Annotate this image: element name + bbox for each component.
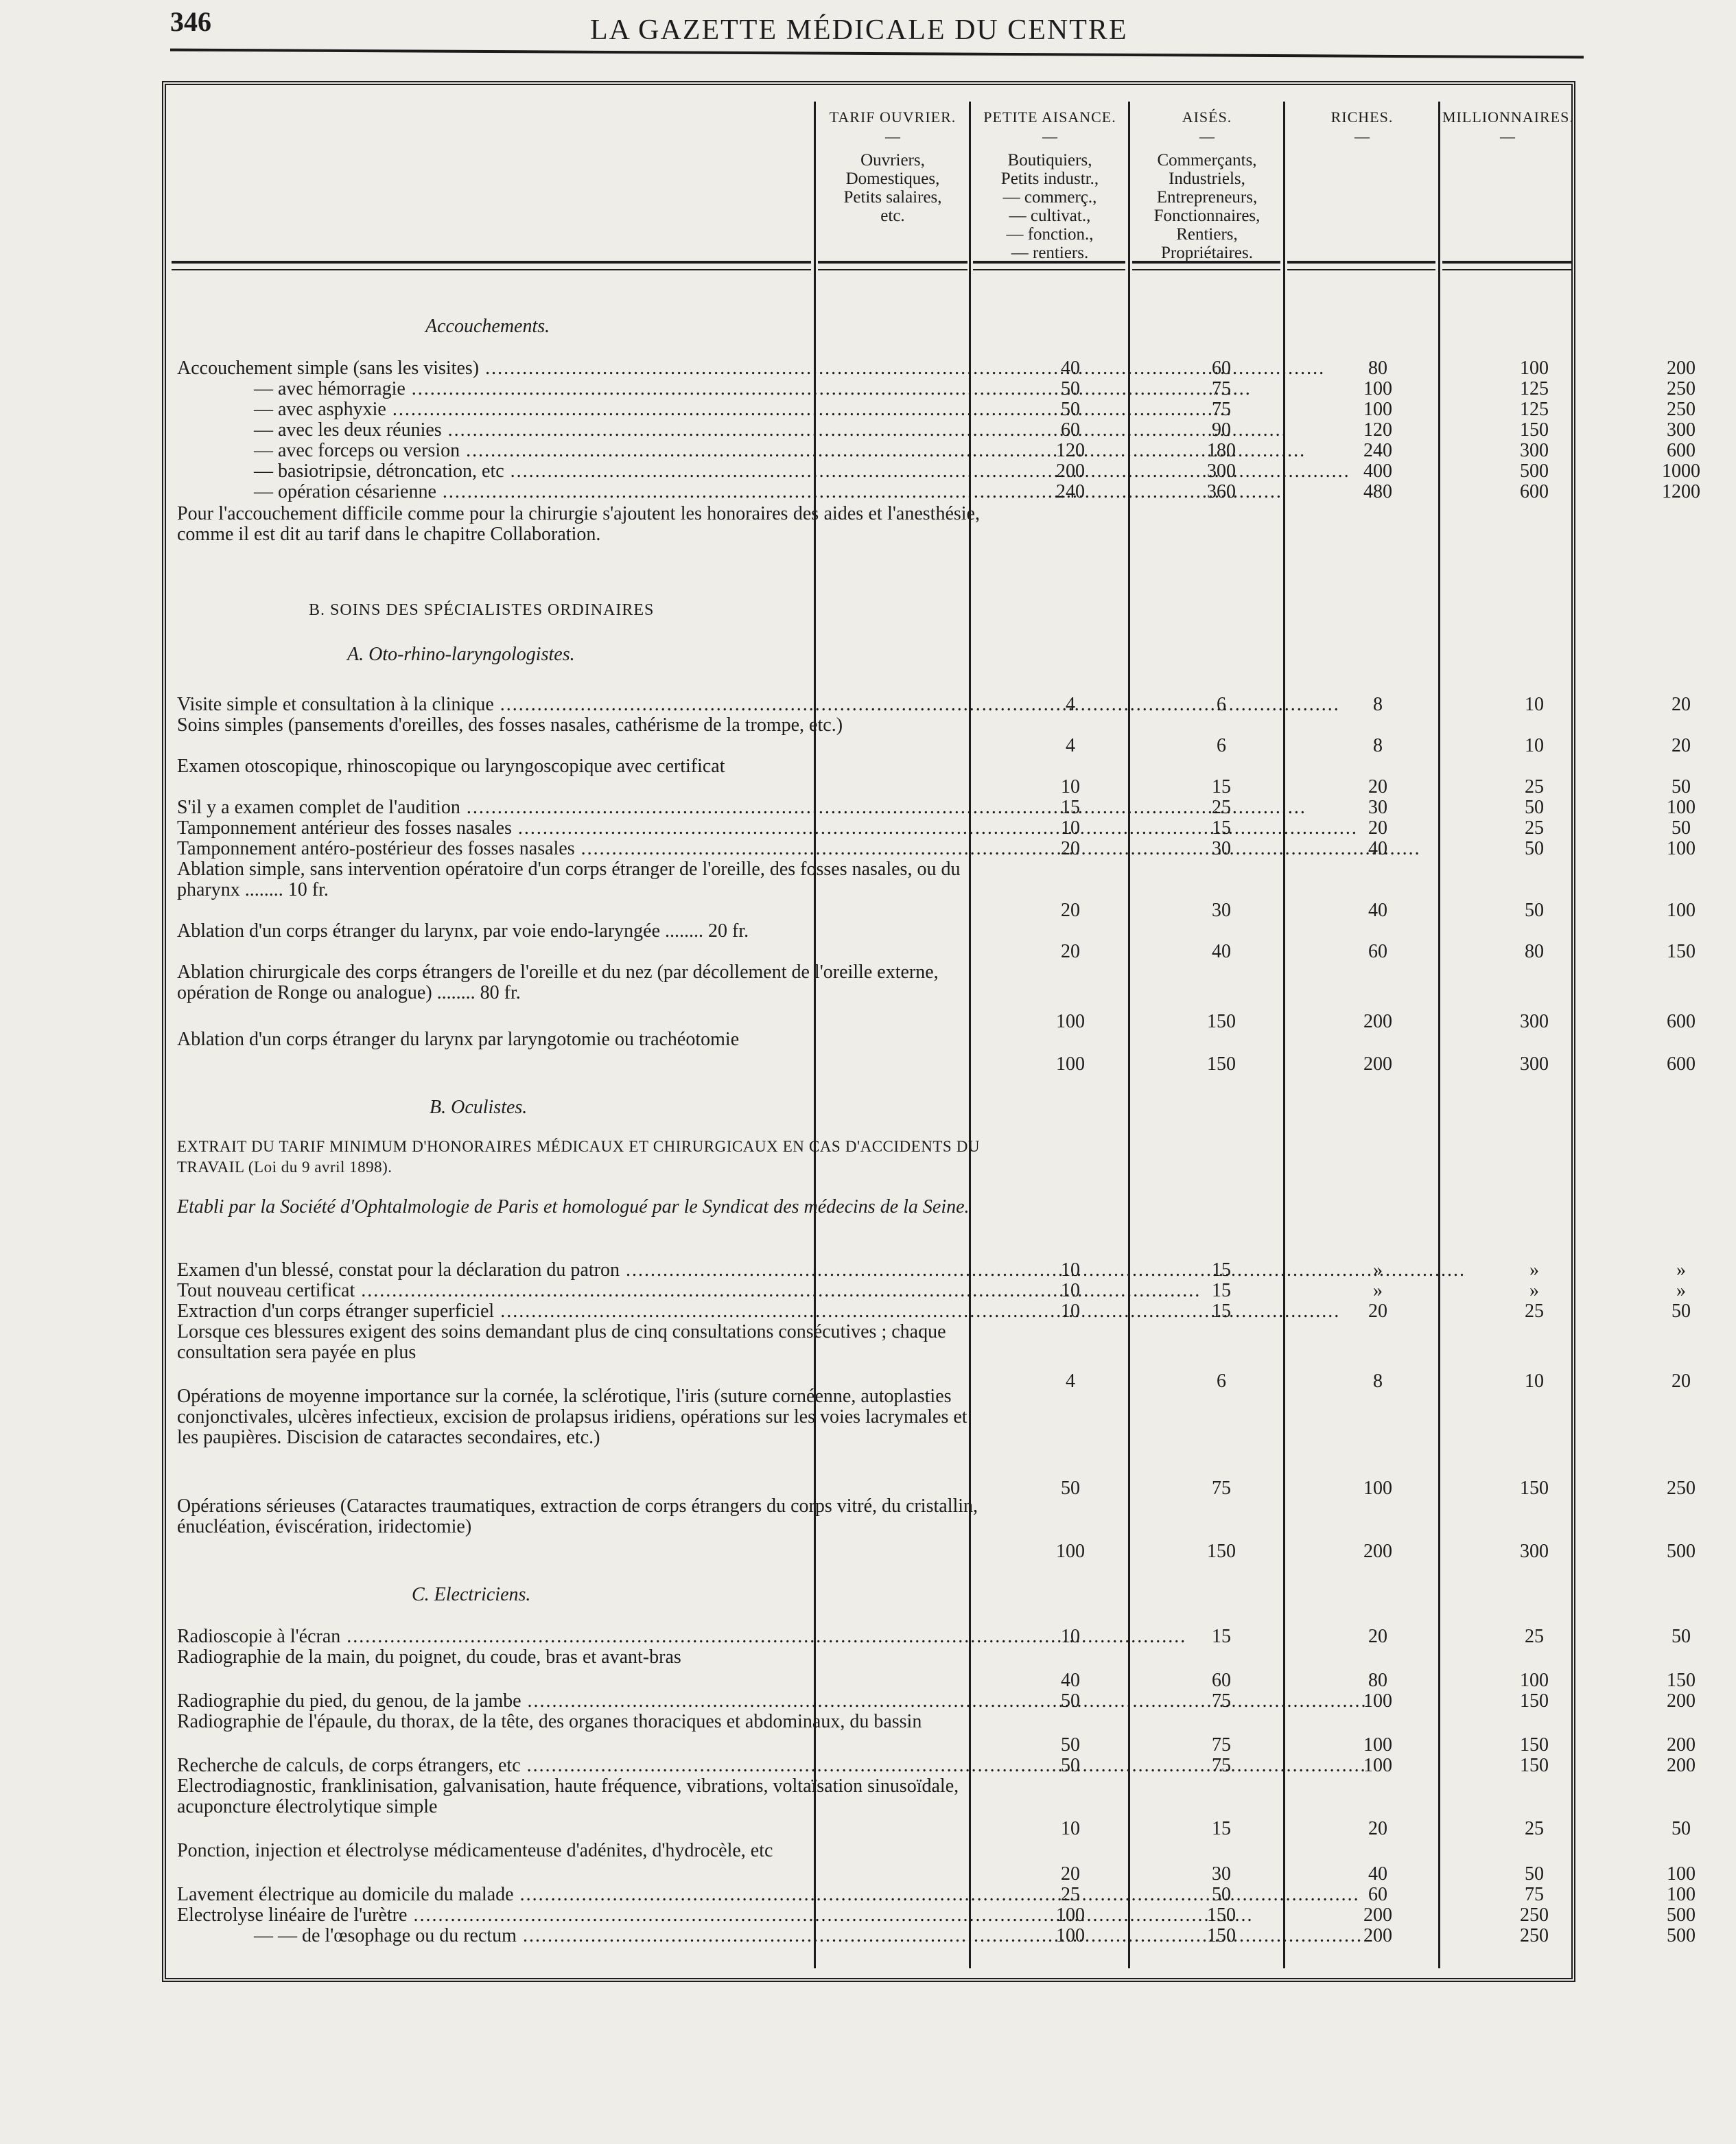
cell-petite-aisance: 30 [1212,1863,1231,1885]
cell-aises: 8 [1373,735,1383,756]
table-row [172,1904,1696,1926]
row-label: Examen d'un blessé, constat pour la déclaration du patron ..... [177,1260,980,1281]
cell-tarif-ouvrier: 25 [1061,1884,1080,1905]
table-row [172,1755,1696,1776]
etabli-par-note: Etabli par la Société d'Ophtalmologie de Paris et homologué par le Syndicat des médecins de la Seine. [177,1196,970,1217]
table-row [172,378,1696,399]
column-description: Boutiquiers, Petits industr., — commerç., — cultivat., — fonction., — rentiers. [1000,151,1099,262]
row-label: Lavement électrique au domicile du malade ..... [177,1885,980,1905]
section-title-oto: A. Oto-rhino-laryngologistes. [347,644,575,665]
cell-petite-aisance: 75 [1212,1478,1231,1499]
cell-tarif-ouvrier: 100 [1056,1925,1085,1946]
cell-riches: 10 [1525,1371,1544,1392]
cell-aises: 8 [1373,694,1383,715]
cell-riches: » [1529,1259,1539,1281]
cell-riches: 10 [1525,694,1544,715]
cell-aises: 40 [1368,900,1387,921]
cell-aises: 240 [1363,440,1392,461]
row-label: Lorsque ces blessures exigent des soins demandant plus de cinq consultations consécutives ; chaque consultation sera payée en plus [177,1321,946,1363]
cell-tarif-ouvrier: 40 [1061,358,1080,379]
cell-millionnaires: 150 [1667,941,1696,962]
cell-millionnaires: 20 [1672,694,1691,715]
column-title: AISÉS. [1182,108,1232,126]
cell-tarif-ouvrier: 10 [1061,1626,1080,1647]
cell-petite-aisance: 6 [1217,735,1226,756]
cell-aises: 200 [1363,1011,1392,1032]
cell-aises: » [1373,1259,1383,1281]
table-row [172,694,1691,715]
cell-aises: 60 [1368,1884,1387,1905]
cell-aises: 80 [1368,1670,1387,1691]
section-title-specialistes: B. SOINS DES SPÉCIALISTES ORDINAIRES [309,601,655,619]
column-title: RICHES. [1330,108,1394,126]
cell-tarif-ouvrier: 10 [1061,776,1080,797]
row-label: Opérations de moyenne importance sur la cornée, la sclérotique, l'iris (suture cornéenne, autoplasties conjonctivales, ulcères infectieux, excision de prolapsus iridiens, opérations sur les voies lacrymales et les paupières. Discision de cataractes secondaires, etc.) [177,1386,967,1448]
cell-millionnaires: 20 [1672,1371,1691,1392]
column-header-aises [1132,108,1282,262]
cell-tarif-ouvrier: 50 [1061,378,1080,399]
cell-petite-aisance: 50 [1212,1884,1231,1905]
row-label: Ablation simple, sans intervention opératoire d'un corps étranger de l'oreille, des fosses nasales, ou du pharynx ........ 10 fr. [177,859,961,900]
cell-riches: 25 [1525,1301,1544,1322]
cell-riches: 100 [1520,358,1549,379]
cell-aises: 200 [1363,1904,1392,1926]
column-title: PETITE AISANCE. [983,108,1116,126]
cell-riches: 50 [1525,797,1544,818]
cell-millionnaires: 1200 [1662,481,1700,502]
cell-millionnaires: 500 [1667,1904,1696,1926]
table-row [172,1386,1696,1499]
cell-riches: 25 [1525,817,1544,839]
cell-millionnaires: 600 [1667,1053,1696,1075]
cell-riches: 125 [1520,399,1549,420]
cell-petite-aisance: 15 [1212,1818,1231,1839]
row-label: Accouchement simple (sans les visites) ..... [177,358,980,379]
cell-riches: 50 [1525,1863,1544,1885]
row-label: — avec asphyxie ..... [254,399,981,420]
cell-millionnaires: 200 [1667,1755,1696,1776]
cell-aises: 60 [1368,941,1387,962]
row-label: Opérations sérieuses (Cataractes traumatiques, extraction de corps étrangers du corps vitré, du cristallin, énucléation, éviscération, iridectomie) [177,1495,978,1537]
cell-riches: 50 [1525,900,1544,921]
cell-petite-aisance: 360 [1207,481,1236,502]
table-row [172,1840,1696,1885]
cell-petite-aisance: 150 [1207,1541,1236,1562]
note-accouchement-difficile: Pour l'accouchement difficile comme pour la chirurgie s'ajoutent les honoraires des aides et l'anesthésie, comme il est dit au tarif dans le chapitre Collaboration. [177,503,980,545]
cell-petite-aisance: 15 [1212,1259,1231,1281]
cell-millionnaires: 100 [1667,1863,1696,1885]
cell-petite-aisance: 60 [1212,1670,1231,1691]
cell-aises: 20 [1368,776,1387,797]
cell-millionnaires: 50 [1672,1626,1691,1647]
cell-millionnaires: 200 [1667,1690,1696,1712]
cell-millionnaires: 100 [1667,900,1696,921]
cell-tarif-ouvrier: 10 [1061,1301,1080,1322]
table-row [172,797,1696,818]
row-label: Extraction d'un corps étranger superficiel ..... [177,1301,980,1322]
cell-petite-aisance: 30 [1212,838,1231,859]
cell-millionnaires: » [1676,1280,1686,1301]
cell-tarif-ouvrier: 50 [1061,1755,1080,1776]
table-row [172,756,1691,797]
cell-tarif-ouvrier: 4 [1066,1371,1075,1392]
column-header-petite-aisance [973,108,1127,262]
cell-petite-aisance: 150 [1207,1053,1236,1075]
cell-riches: 150 [1520,1690,1549,1712]
row-label: Soins simples (pansements d'oreilles, des fosses nasales, cathérisme de la trompe, etc.) [177,714,843,736]
cell-tarif-ouvrier: 50 [1061,1478,1080,1499]
column-dash: — [1354,128,1370,145]
cell-tarif-ouvrier: 10 [1061,1259,1080,1281]
cell-aises: 100 [1363,399,1392,420]
table-row [172,1626,1691,1647]
cell-millionnaires: 100 [1667,1884,1696,1905]
row-label: Tamponnement antéro-postérieur des fosses nasales ..... [177,839,980,859]
row-label: Ablation d'un corps étranger du larynx par laryngotomie ou trachéotomie [177,1029,740,1050]
cell-tarif-ouvrier: 200 [1056,461,1085,482]
cell-tarif-ouvrier: 100 [1056,1053,1085,1075]
header-double-rule [973,261,1125,270]
column-title: MILLIONNAIRES. [1442,108,1574,126]
cell-aises: 100 [1363,1734,1392,1756]
cell-millionnaires: 50 [1672,1301,1691,1322]
cell-petite-aisance: 180 [1207,440,1236,461]
cell-tarif-ouvrier: 240 [1056,481,1085,502]
cell-riches: » [1529,1280,1539,1301]
row-label: — — de l'œsophage ou du rectum ..... [254,1926,981,1946]
page-header [0,0,1591,62]
cell-tarif-ouvrier: 10 [1061,1818,1080,1839]
cell-millionnaires: 50 [1672,776,1691,797]
table-row [172,461,1700,482]
cell-tarif-ouvrier: 10 [1061,1280,1080,1301]
cell-millionnaires: 600 [1667,1011,1696,1032]
cell-riches: 150 [1520,419,1549,441]
cell-petite-aisance: 15 [1212,817,1231,839]
cell-petite-aisance: 75 [1212,399,1231,420]
cell-riches: 300 [1520,1541,1549,1562]
table-row [172,1321,1691,1392]
cell-millionnaires: 500 [1667,1925,1696,1946]
header-double-rule [1132,261,1280,270]
row-label: Radiographie du pied, du genou, de la jambe ..... [177,1691,980,1712]
row-label: Radioscopie à l'écran ..... [177,1627,980,1647]
column-header-millionnaires [1442,108,1573,151]
cell-millionnaires: 300 [1667,419,1696,441]
cell-petite-aisance: 6 [1217,1371,1226,1392]
table-row [172,714,1691,756]
row-label: S'il y a examen complet de l'audition ..... [177,797,980,818]
cell-petite-aisance: 40 [1212,941,1231,962]
row-label: Examen otoscopique, rhinoscopique ou laryngoscopique avec certificat [177,756,725,777]
cell-millionnaires: 200 [1667,1734,1696,1756]
cell-tarif-ouvrier: 100 [1056,1011,1085,1032]
row-label: Ablation d'un corps étranger du larynx, par voie endo-laryngée ........ 20 fr. [177,920,749,942]
table-row [172,481,1700,502]
cell-petite-aisance: 60 [1212,358,1231,379]
cell-tarif-ouvrier: 20 [1061,1863,1080,1885]
column-header-riches [1287,108,1437,151]
cell-millionnaires: 250 [1667,378,1696,399]
table-row [172,1690,1696,1712]
table-row [172,1775,1691,1839]
page-number: 346 [170,6,211,37]
cell-riches: 300 [1520,1011,1549,1032]
column-dash: — [1042,128,1057,145]
header-double-rule [172,261,811,270]
cell-millionnaires: » [1676,1259,1686,1281]
row-label: Electrodiagnostic, franklinisation, galvanisation, haute fréquence, vibrations, voltaïsation sinusoïdale, acuponcture électrolytique simple [177,1775,959,1817]
cell-riches: 125 [1520,378,1549,399]
table-row [172,1280,1686,1301]
cell-millionnaires: 500 [1667,1541,1696,1562]
cell-millionnaires: 100 [1667,797,1696,818]
row-label: Recherche de calculs, de corps étrangers, etc ..... [177,1756,980,1776]
cell-riches: 300 [1520,1053,1549,1075]
cell-aises: 20 [1368,1626,1387,1647]
section-title-accouchements: Accouchements. [425,316,550,337]
table-row [172,1925,1696,1946]
cell-tarif-ouvrier: 50 [1061,1690,1080,1712]
section-title-oculistes: B. Oculistes. [430,1097,528,1118]
header-double-rule [1287,261,1435,270]
column-dash: — [885,128,900,145]
cell-aises: 30 [1368,797,1387,818]
cell-millionnaires: 200 [1667,358,1696,379]
cell-tarif-ouvrier: 20 [1061,900,1080,921]
cell-petite-aisance: 75 [1212,1755,1231,1776]
cell-riches: 25 [1525,1626,1544,1647]
cell-petite-aisance: 15 [1212,776,1231,797]
cell-aises: 200 [1363,1541,1392,1562]
cell-riches: 250 [1520,1904,1549,1926]
table-row [172,419,1696,441]
cell-petite-aisance: 75 [1212,1690,1231,1712]
cell-aises: » [1373,1280,1383,1301]
cell-riches: 500 [1520,461,1549,482]
cell-riches: 300 [1520,440,1549,461]
cell-aises: 120 [1363,419,1392,441]
row-label: Ablation chirurgicale des corps étrangers de l'oreille et du nez (par décollement de l'oreille externe, opération de Ronge ou analogue) ........ 80 fr. [177,962,939,1003]
cell-aises: 100 [1363,1755,1392,1776]
row-label: — avec forceps ou version ..... [254,441,981,461]
cell-aises: 20 [1368,817,1387,839]
cell-riches: 10 [1525,735,1544,756]
cell-petite-aisance: 6 [1217,694,1226,715]
cell-riches: 80 [1525,941,1544,962]
cell-aises: 40 [1368,838,1387,859]
table-row [172,1259,1686,1281]
column-description: Ouvriers, Domestiques, Petits salaires, etc. [843,151,942,225]
table-row [172,1711,1696,1756]
column-dash: — [1500,128,1515,145]
cell-millionnaires: 250 [1667,399,1696,420]
table-row [172,1029,1696,1075]
cell-riches: 50 [1525,838,1544,859]
row-label: — basiotripsie, détroncation, etc ..... [254,461,981,482]
table-row [172,440,1696,461]
cell-petite-aisance: 300 [1207,461,1236,482]
cell-millionnaires: 100 [1667,838,1696,859]
table-row [172,1495,1696,1565]
cell-aises: 40 [1368,1863,1387,1885]
cell-tarif-ouvrier: 20 [1061,941,1080,962]
row-label: Tout nouveau certificat ..... [177,1281,980,1301]
row-label: Radiographie de la main, du poignet, du coude, bras et avant-bras [177,1646,681,1668]
cell-tarif-ouvrier: 60 [1061,419,1080,441]
table-row [172,817,1691,839]
table-row [172,399,1696,420]
cell-petite-aisance: 25 [1212,797,1231,818]
cell-tarif-ouvrier: 10 [1061,817,1080,839]
table-row [172,838,1696,859]
cell-petite-aisance: 150 [1207,1011,1236,1032]
cell-aises: 200 [1363,1925,1392,1946]
column-description: Commerçants, Industriels, Entrepreneurs, Fonctionnaires, Rentiers, Propriétaires. [1153,151,1260,262]
cell-petite-aisance: 15 [1212,1626,1231,1647]
column-header-tarif-ouvrier [818,108,967,225]
cell-millionnaires: 50 [1672,817,1691,839]
cell-petite-aisance: 75 [1212,378,1231,399]
extrait-tarif-note: EXTRAIT DU TARIF MINIMUM D'HONORAIRES MÉDICAUX ET CHIRURGICAUX EN CAS D'ACCIDENTS DU TRAVAIL (Loi du 9 avril 1898). [177,1138,980,1176]
cell-petite-aisance: 15 [1212,1301,1231,1322]
section-title-electriciens: C. Electriciens. [412,1584,531,1605]
cell-aises: 200 [1363,1053,1392,1075]
cell-millionnaires: 250 [1667,1478,1696,1499]
cell-petite-aisance: 90 [1212,419,1231,441]
cell-aises: 20 [1368,1818,1387,1839]
cell-petite-aisance: 150 [1207,1925,1236,1946]
cell-tarif-ouvrier: 50 [1061,1734,1080,1756]
cell-tarif-ouvrier: 4 [1066,735,1075,756]
row-label: — avec les deux réunies ..... [254,420,981,441]
row-label: Visite simple et consultation à la clinique ..... [177,695,980,715]
cell-aises: 80 [1368,358,1387,379]
cell-petite-aisance: 15 [1212,1280,1231,1301]
cell-aises: 400 [1363,461,1392,482]
header-rule [170,49,1584,59]
cell-aises: 100 [1363,378,1392,399]
table-row [172,358,1696,379]
cell-riches: 150 [1520,1478,1549,1499]
cell-tarif-ouvrier: 4 [1066,694,1075,715]
cell-millionnaires: 150 [1667,1670,1696,1691]
row-label: — opération césarienne ..... [254,482,981,502]
cell-riches: 25 [1525,1818,1544,1839]
cell-petite-aisance: 150 [1207,1904,1236,1926]
cell-aises: 480 [1363,481,1392,502]
cell-tarif-ouvrier: 50 [1061,399,1080,420]
cell-riches: 100 [1520,1670,1549,1691]
table-row [172,1646,1696,1691]
cell-riches: 600 [1520,481,1549,502]
table-row [172,962,1696,1032]
cell-petite-aisance: 75 [1212,1734,1231,1756]
row-label: Tamponnement antérieur des fosses nasales ..... [177,818,980,839]
cell-tarif-ouvrier: 40 [1061,1670,1080,1691]
journal-title: LA GAZETTE MÉDICALE DU CENTRE [590,14,1128,46]
table-row [172,859,1696,921]
header-double-rule [818,261,967,270]
cell-tarif-ouvrier: 100 [1056,1541,1085,1562]
cell-aises: 100 [1363,1478,1392,1499]
cell-riches: 150 [1520,1755,1549,1776]
column-title: TARIF OUVRIER. [829,108,957,126]
table-row [172,1301,1691,1322]
row-label: Radiographie de l'épaule, du thorax, de la tête, des organes thoraciques et abdominaux, du bassin [177,1711,922,1732]
column-dash: — [1199,128,1215,145]
cell-millionnaires: 600 [1667,440,1696,461]
row-label: Ponction, injection et électrolyse médicamenteuse d'adénites, d'hydrocèle, etc [177,1840,773,1861]
table-row [172,920,1696,962]
cell-riches: 250 [1520,1925,1549,1946]
cell-aises: 8 [1373,1371,1383,1392]
cell-millionnaires: 1000 [1662,461,1700,482]
header-double-rule [1442,261,1573,270]
row-label: — avec hémorragie ..... [254,379,981,399]
cell-tarif-ouvrier: 20 [1061,838,1080,859]
cell-aises: 100 [1363,1690,1392,1712]
cell-millionnaires: 20 [1672,735,1691,756]
cell-tarif-ouvrier: 15 [1061,797,1080,818]
cell-millionnaires: 50 [1672,1818,1691,1839]
cell-tarif-ouvrier: 100 [1056,1904,1085,1926]
cell-riches: 150 [1520,1734,1549,1756]
cell-petite-aisance: 30 [1212,900,1231,921]
cell-riches: 25 [1525,776,1544,797]
cell-aises: 20 [1368,1301,1387,1322]
cell-tarif-ouvrier: 120 [1056,440,1085,461]
row-label: Electrolyse linéaire de l'urètre ..... [177,1905,980,1926]
cell-riches: 75 [1525,1884,1544,1905]
table-row [172,1884,1696,1905]
